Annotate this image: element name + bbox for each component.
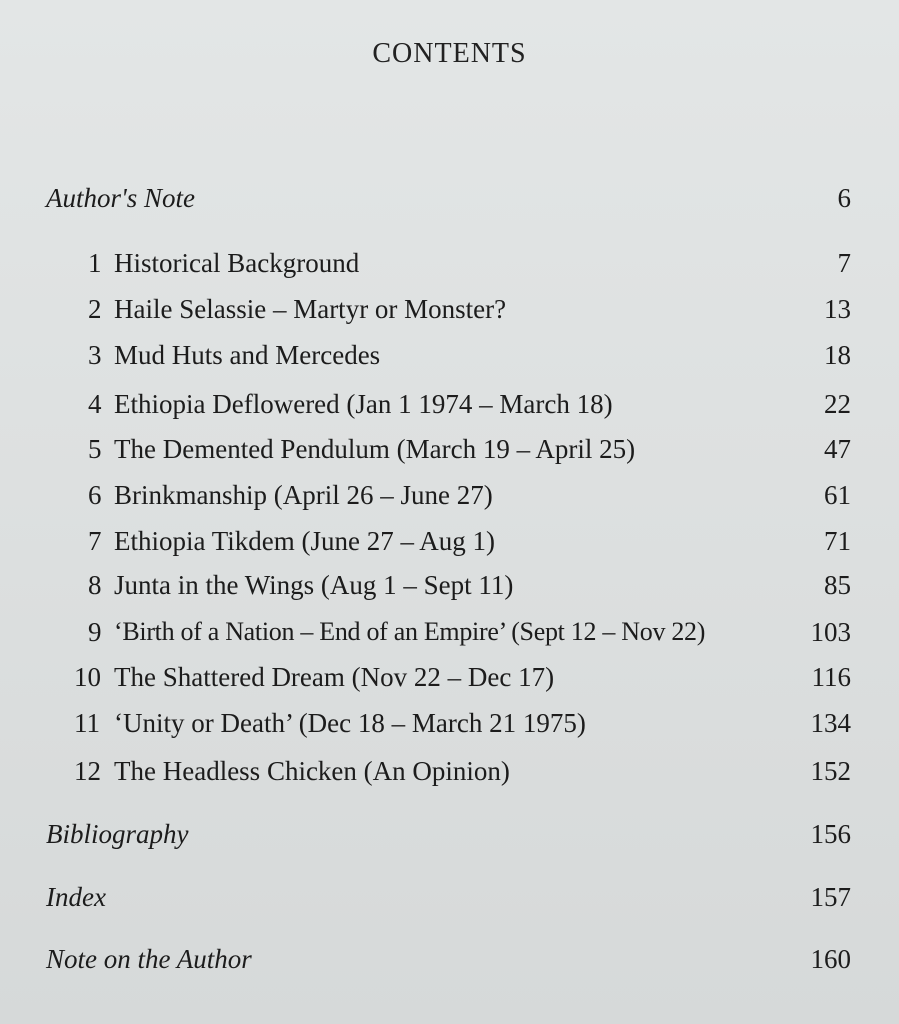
chapter-title: The Shattered Dream (Nov 22 – Dec 17) [114, 662, 555, 692]
chapter-number: 9 [88, 617, 102, 647]
chapter-number: 4 [88, 389, 102, 419]
toc-entry-label: Index [46, 882, 106, 912]
chapter-title: Brinkmanship (April 26 – June 27) [114, 480, 493, 510]
chapter-title: ‘Birth of a Nation – End of an Empire’ (Sept 12 – Nov 22) [114, 617, 706, 646]
chapter-title: Mud Huts and Mercedes [114, 340, 381, 370]
chapter-page: 71 [824, 526, 851, 556]
chapter-page: 116 [811, 662, 851, 692]
chapter-page: 13 [824, 294, 851, 324]
toc-entry-page: 157 [810, 882, 851, 912]
toc-entry-label: Bibliography [46, 819, 189, 849]
toc-entry-page: 6 [837, 183, 851, 213]
chapter-title: The Headless Chicken (An Opinion) [114, 756, 510, 786]
toc-entry-page: 160 [810, 944, 851, 974]
chapter-page: 7 [837, 248, 851, 278]
chapter-title: Junta in the Wings (Aug 1 – Sept 11) [114, 570, 514, 600]
chapter-number: 1 [88, 248, 102, 278]
chapter-title: Historical Background [114, 248, 360, 278]
chapter-title: ‘Unity or Death’ (Dec 18 – March 21 1975) [114, 708, 586, 738]
chapter-page: 134 [810, 708, 851, 738]
chapter-number: 2 [88, 294, 102, 324]
chapter-page: 47 [824, 434, 851, 464]
chapter-number: 11 [74, 708, 100, 738]
toc-entry-page: 156 [810, 819, 851, 849]
chapter-number: 6 [88, 480, 102, 510]
chapter-page: 103 [810, 617, 851, 647]
chapter-page: 85 [824, 570, 851, 600]
chapter-number: 7 [88, 526, 102, 556]
chapter-page: 61 [824, 480, 851, 510]
toc-entry-label: Author's Note [46, 183, 196, 213]
chapter-title: Ethiopia Tikdem (June 27 – Aug 1) [114, 526, 496, 556]
chapter-number: 5 [88, 434, 102, 464]
chapter-page: 22 [824, 389, 851, 419]
chapter-number: 10 [74, 662, 101, 692]
chapter-number: 3 [88, 340, 102, 370]
chapter-page: 152 [810, 756, 851, 786]
chapter-title: The Demented Pendulum (March 19 – April 25) [114, 434, 636, 464]
chapter-title: Haile Selassie – Martyr or Monster? [114, 294, 507, 324]
chapter-number: 8 [88, 570, 102, 600]
chapter-title: Ethiopia Deflowered (Jan 1 1974 – March 18) [114, 389, 613, 419]
toc-entry-label: Note on the Author [46, 944, 252, 974]
chapter-page: 18 [824, 340, 851, 370]
chapter-number: 12 [74, 756, 101, 786]
page-title: CONTENTS [372, 38, 527, 69]
